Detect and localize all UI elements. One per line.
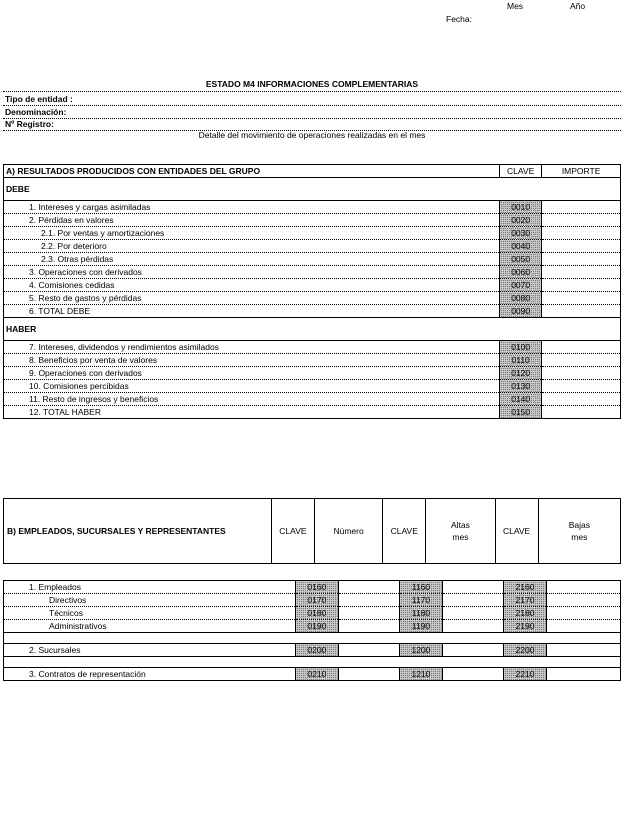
row-bajas-input[interactable] — [546, 668, 620, 681]
table-row — [4, 620, 621, 633]
row-numero-input[interactable] — [338, 668, 400, 681]
row-label: 5. Resto de gastos y pérdidas — [4, 292, 500, 305]
divider — [3, 91, 621, 92]
total-haber-clave: 0150 — [500, 406, 542, 419]
row-label: 2.1. Por ventas y amortizaciones — [4, 227, 500, 240]
row-numero-input[interactable] — [338, 620, 400, 633]
col-clave-2: CLAVE — [383, 499, 426, 564]
row-altas-input[interactable] — [442, 668, 504, 681]
row-label: 10. Comisiones percibidas — [4, 380, 500, 393]
row-numero-input[interactable] — [338, 607, 400, 620]
header-ano: Año — [570, 1, 586, 11]
row-clave: 0010 — [500, 201, 542, 214]
row-clave-1: 0190 — [296, 620, 338, 633]
row-clave-1: 0210 — [296, 668, 338, 681]
row-numero-input[interactable] — [338, 644, 400, 657]
total-haber-label: 12. TOTAL HABER — [4, 406, 500, 419]
row-label: 11. Resto de ingresos y beneficios — [4, 393, 500, 406]
row-clave: 0130 — [500, 380, 542, 393]
row-clave: 0080 — [500, 292, 542, 305]
row-altas-input[interactable] — [442, 644, 504, 657]
table-row — [4, 214, 621, 227]
row-label: 2.2. Por deterioro — [4, 240, 500, 253]
row-clave: 0060 — [500, 266, 542, 279]
col-altas — [426, 499, 495, 564]
row-label: 9. Operaciones con derivados — [4, 367, 500, 380]
row-clave-2: 1170 — [400, 594, 442, 607]
row-importe-input[interactable] — [542, 354, 621, 367]
row-numero-input[interactable] — [338, 594, 400, 607]
table-row — [4, 201, 621, 214]
row-clave-3: 2190 — [504, 620, 546, 633]
row-label: Técnicos — [4, 607, 296, 620]
table-row — [4, 607, 621, 620]
row-bajas-input[interactable] — [546, 594, 620, 607]
row-clave-2: 1190 — [400, 620, 442, 633]
table-row — [4, 341, 621, 354]
denominacion-label: Denominación: — [5, 107, 67, 117]
row-importe-input[interactable] — [542, 214, 621, 227]
row-clave: 0040 — [500, 240, 542, 253]
header-fecha: Fecha: — [446, 14, 472, 24]
row-clave-1: 0170 — [296, 594, 338, 607]
page-title: ESTADO M4 INFORMACIONES COMPLEMENTARIAS — [205, 79, 419, 89]
row-clave: 0050 — [500, 253, 542, 266]
row-clave-3: 2180 — [504, 607, 546, 620]
row-importe-input[interactable] — [542, 292, 621, 305]
row-importe-input[interactable] — [542, 341, 621, 354]
table-row — [4, 644, 621, 657]
row-label: Administrativos — [4, 620, 296, 633]
registro-label: Nº Registro: — [5, 119, 54, 129]
section-b-title: B) EMPLEADOS, SUCURSALES Y REPRESENTANTES — [4, 499, 272, 564]
table-row — [4, 581, 621, 594]
row-bajas-input[interactable] — [546, 607, 620, 620]
total-haber-importe[interactable] — [542, 406, 621, 419]
row-clave-1: 0180 — [296, 607, 338, 620]
row-clave: 0070 — [500, 279, 542, 292]
row-clave-3: 2200 — [504, 644, 546, 657]
col-bajas — [538, 499, 620, 564]
table-row — [4, 380, 621, 393]
col-bajas-label: Bajas mes — [568, 520, 590, 542]
spacer-row — [4, 657, 621, 668]
haber-heading: HABER — [4, 318, 621, 341]
col-numero: Número — [314, 499, 382, 564]
row-clave-1: 0200 — [296, 644, 338, 657]
section-a-table — [3, 164, 621, 419]
tipo-entidad-label: Tipo de entidad : — [5, 94, 73, 104]
row-clave-2: 1200 — [400, 644, 442, 657]
row-numero-input[interactable] — [338, 581, 400, 594]
col-altas-label: Altas mes — [450, 520, 470, 542]
row-clave-3: 2160 — [504, 581, 546, 594]
row-importe-input[interactable] — [542, 201, 621, 214]
row-clave: 0120 — [500, 367, 542, 380]
table-row — [4, 266, 621, 279]
row-importe-input[interactable] — [542, 266, 621, 279]
total-debe-label: 6. TOTAL DEBE — [4, 305, 500, 318]
row-clave: 0140 — [500, 393, 542, 406]
row-importe-input[interactable] — [542, 393, 621, 406]
row-clave: 0110 — [500, 354, 542, 367]
table-row — [4, 292, 621, 305]
row-label: 7. Intereses, dividendos y rendimientos asimilados — [4, 341, 500, 354]
row-altas-input[interactable] — [442, 607, 504, 620]
row-importe-input[interactable] — [542, 380, 621, 393]
row-label: 2.3. Otras pérdidas — [4, 253, 500, 266]
row-label: 3. Operaciones con derivados — [4, 266, 500, 279]
row-importe-input[interactable] — [542, 253, 621, 266]
row-importe-input[interactable] — [542, 240, 621, 253]
row-label: 8. Beneficios por venta de valores — [4, 354, 500, 367]
col-importe-header: IMPORTE — [542, 165, 621, 178]
row-bajas-input[interactable] — [546, 620, 620, 633]
row-clave-2: 1160 — [400, 581, 442, 594]
row-label: 2. Sucursales — [4, 644, 296, 657]
header-mes: Mes — [507, 1, 524, 11]
row-altas-input[interactable] — [442, 620, 504, 633]
row-label: 3. Contratos de representación — [4, 668, 296, 681]
row-clave: 0030 — [500, 227, 542, 240]
table-row — [4, 393, 621, 406]
row-importe-input[interactable] — [542, 367, 621, 380]
row-bajas-input[interactable] — [546, 644, 620, 657]
table-row — [4, 227, 621, 240]
total-debe-importe[interactable] — [542, 305, 621, 318]
row-label: Directivos — [4, 594, 296, 607]
row-clave: 0100 — [500, 341, 542, 354]
table-row — [4, 367, 621, 380]
row-clave: 0020 — [500, 214, 542, 227]
table-row — [4, 594, 621, 607]
row-importe-input[interactable] — [542, 279, 621, 292]
col-clave-header: CLAVE — [500, 165, 542, 178]
table-row — [4, 253, 621, 266]
divider — [3, 118, 621, 119]
detalle-text: Detalle del movimiento de operaciones realizadas en el mes — [198, 130, 426, 140]
row-label: 1. Empleados — [4, 581, 296, 594]
row-clave-3: 2170 — [504, 594, 546, 607]
table-row — [4, 668, 621, 681]
row-label: 2. Pérdidas en valores — [4, 214, 500, 227]
table-row — [4, 279, 621, 292]
section-b-header-table — [3, 498, 621, 564]
row-label: 1. Intereses y cargas asimiladas — [4, 201, 500, 214]
col-clave-1: CLAVE — [271, 499, 314, 564]
row-importe-input[interactable] — [542, 227, 621, 240]
divider — [3, 105, 621, 106]
col-clave-3: CLAVE — [495, 499, 538, 564]
row-clave-2: 1180 — [400, 607, 442, 620]
row-bajas-input[interactable] — [546, 581, 620, 594]
row-clave-1: 0160 — [296, 581, 338, 594]
section-b-table — [3, 580, 621, 681]
spacer-row — [4, 633, 621, 644]
debe-heading: DEBE — [4, 178, 621, 201]
table-row — [4, 354, 621, 367]
row-label: 4. Comisiones cedidas — [4, 279, 500, 292]
row-clave-3: 2210 — [504, 668, 546, 681]
total-debe-clave: 0090 — [500, 305, 542, 318]
row-clave-2: 1210 — [400, 668, 442, 681]
section-a-title: A) RESULTADOS PRODUCIDOS CON ENTIDADES DEL GRUPO — [4, 165, 500, 178]
table-row — [4, 240, 621, 253]
row-altas-input[interactable] — [442, 594, 504, 607]
row-altas-input[interactable] — [442, 581, 504, 594]
